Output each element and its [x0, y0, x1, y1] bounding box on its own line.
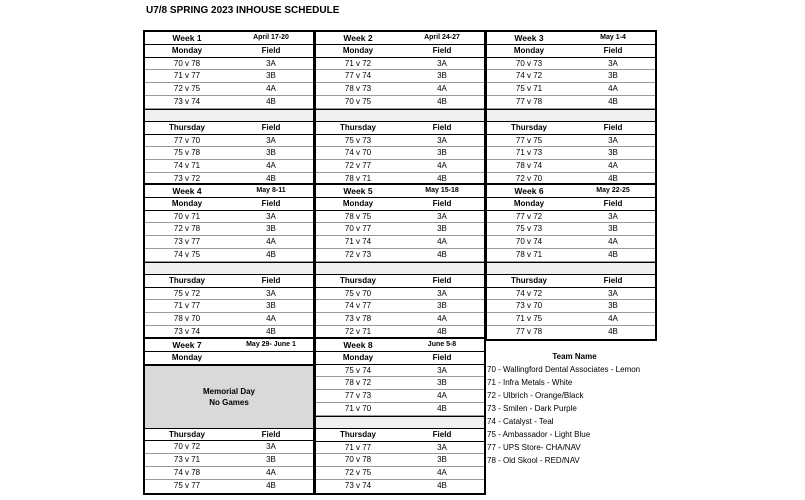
table-row [487, 58, 655, 71]
field: 4B [608, 326, 618, 336]
matchup: 72 v 75 [344, 468, 372, 478]
day-label: Thursday [168, 275, 205, 285]
table-row [316, 249, 484, 262]
day-label: Monday [513, 198, 545, 208]
legend-item: 72 - Ulbrich - Orange/Black [487, 391, 584, 400]
matchup: 78 v 75 [344, 211, 372, 221]
team-legend [487, 350, 662, 467]
matchup: 78 v 73 [344, 84, 372, 94]
holiday-notice [145, 365, 313, 429]
legend-item: 75 - Ambassador - Light Blue [487, 430, 591, 439]
table-row [316, 390, 484, 403]
week-label: Week 6 [514, 186, 544, 196]
field: 3B [608, 71, 618, 81]
week-dates: April 24-27 [424, 34, 460, 41]
week-dates: May 8-11 [256, 187, 286, 194]
matchup: 75 v 74 [344, 365, 372, 375]
matchup: 72 v 78 [173, 224, 201, 234]
field: 4A [437, 161, 447, 171]
matchup: 77 v 70 [173, 135, 201, 145]
matchup: 74 v 70 [344, 148, 372, 158]
table-row [316, 223, 484, 236]
legend-item: 71 - Infra Metals - White [487, 378, 573, 387]
field: 3A [266, 58, 276, 68]
spacer-row [145, 109, 313, 122]
day-label: Thursday [168, 429, 205, 439]
field: 3A [266, 442, 276, 452]
field: 3B [266, 224, 276, 234]
matchup: 73 v 74 [173, 326, 201, 336]
table-row [487, 326, 655, 339]
matchup: 77 v 78 [515, 96, 543, 106]
table-row [145, 275, 313, 288]
day-label: Thursday [339, 275, 376, 285]
week-label: Week 1 [172, 33, 202, 43]
field-header: Field [603, 122, 623, 132]
matchup: 71 v 72 [344, 58, 372, 68]
week-dates: May 1-4 [600, 34, 626, 41]
matchup: 70 v 72 [173, 442, 201, 452]
spacer-row [316, 262, 484, 275]
field: 4B [437, 249, 447, 259]
field: 4B [608, 249, 618, 259]
week-block [314, 30, 486, 188]
day-label: Thursday [339, 429, 376, 439]
field: 3B [437, 148, 447, 158]
field-header: Field [603, 198, 623, 208]
field: 3B [437, 455, 447, 465]
day-label: Thursday [510, 122, 547, 132]
matchup: 72 v 75 [173, 84, 201, 94]
table-row [487, 83, 655, 96]
table-row [487, 45, 655, 58]
field: 4B [437, 326, 447, 336]
day-label: Monday [342, 352, 374, 362]
matchup: 70 v 74 [515, 237, 543, 247]
table-row [145, 429, 313, 442]
legend-item: 78 - Old Skool - RED/NAV [487, 456, 580, 465]
field-header: Field [261, 429, 281, 439]
field: 4A [266, 467, 276, 477]
spacer-row [487, 109, 655, 122]
matchup: 70 v 78 [344, 455, 372, 465]
field: 4B [608, 173, 618, 183]
field-header: Field [432, 198, 452, 208]
field-header: Field [603, 275, 623, 285]
week-block [314, 337, 486, 495]
table-row [487, 147, 655, 160]
table-row [487, 211, 655, 224]
field: 4B [437, 96, 447, 106]
table-row [145, 211, 313, 224]
field-header: Field [261, 122, 281, 132]
field: 4A [266, 161, 276, 171]
field: 3A [437, 58, 447, 68]
table-row [145, 313, 313, 326]
week-dates: May 29- June 1 [246, 341, 296, 348]
field: 4B [266, 96, 276, 106]
table-row [145, 45, 313, 58]
table-row [487, 249, 655, 262]
table-row [145, 147, 313, 160]
table-row [145, 249, 313, 262]
table-row [145, 32, 313, 45]
week-dates: June 5-8 [427, 341, 457, 348]
field: 3B [437, 378, 447, 388]
week-dates: April 17-20 [253, 34, 289, 41]
spacer-row [316, 109, 484, 122]
matchup: 75 v 72 [173, 288, 201, 298]
week-dates: May 22-25 [596, 187, 630, 194]
field: 3B [266, 301, 276, 311]
field: 4A [608, 237, 618, 247]
matchup: 71 v 73 [515, 148, 543, 158]
field: 4A [266, 237, 276, 247]
field: 3A [437, 365, 447, 375]
field-header: Field [432, 45, 452, 55]
table-row [487, 32, 655, 45]
legend-list [487, 363, 662, 467]
matchup: 75 v 71 [515, 84, 543, 94]
matchup: 77 v 74 [344, 71, 372, 81]
matchup: 71 v 77 [173, 71, 201, 81]
table-row [145, 58, 313, 71]
field: 3A [608, 288, 618, 298]
field: 4B [437, 173, 447, 183]
week-label: Week 7 [172, 340, 202, 350]
field-header: Field [432, 275, 452, 285]
day-label: Monday [342, 198, 374, 208]
field-header: Field [432, 429, 452, 439]
matchup: 73 v 71 [173, 455, 201, 465]
table-row [316, 70, 484, 83]
table-row [487, 300, 655, 313]
matchup: 73 v 78 [344, 314, 372, 324]
field: 4A [608, 161, 618, 171]
table-row [316, 211, 484, 224]
field: 4A [437, 468, 447, 478]
table-row [145, 339, 313, 352]
table-row [487, 275, 655, 288]
matchup: 77 v 72 [515, 211, 543, 221]
matchup: 75 v 70 [344, 288, 372, 298]
table-row [316, 467, 484, 480]
field: 4B [608, 96, 618, 106]
spacer-row [316, 416, 484, 429]
matchup: 75 v 78 [173, 148, 201, 158]
matchup: 73 v 70 [515, 301, 543, 311]
table-row [487, 313, 655, 326]
week-label: Week 3 [514, 33, 544, 43]
table-row [316, 160, 484, 173]
table-row [316, 275, 484, 288]
table-row [316, 480, 484, 493]
table-row [316, 300, 484, 313]
field: 4B [266, 173, 276, 183]
field: 3A [266, 135, 276, 145]
week-block [143, 337, 315, 495]
matchup: 77 v 73 [344, 391, 372, 401]
field: 4B [266, 480, 276, 490]
field: 4A [608, 314, 618, 324]
matchup: 73 v 74 [344, 480, 372, 490]
matchup: 74 v 78 [173, 467, 201, 477]
field: 3B [608, 301, 618, 311]
field: 3B [608, 224, 618, 234]
field-header: Field [603, 45, 623, 55]
table-row [145, 223, 313, 236]
matchup: 73 v 74 [173, 96, 201, 106]
table-row [316, 288, 484, 301]
matchup: 75 v 73 [344, 135, 372, 145]
matchup: 71 v 75 [515, 314, 543, 324]
week-block [485, 30, 657, 188]
table-row [145, 300, 313, 313]
matchup: 70 v 75 [344, 96, 372, 106]
table-row [316, 403, 484, 416]
matchup: 77 v 75 [515, 135, 543, 145]
table-row [316, 135, 484, 148]
table-row [487, 223, 655, 236]
field: 4A [266, 314, 276, 324]
field: 3A [608, 211, 618, 221]
table-row [145, 135, 313, 148]
field: 3A [608, 58, 618, 68]
matchup: 78 v 71 [344, 173, 372, 183]
field: 3B [437, 71, 447, 81]
matchup: 78 v 70 [173, 314, 201, 324]
table-row [145, 83, 313, 96]
field-header: Field [261, 45, 281, 55]
holiday-text: No Games [209, 397, 249, 407]
field-header [229, 352, 313, 364]
field: 4B [437, 403, 447, 413]
matchup: 74 v 75 [173, 249, 201, 259]
table-row [487, 288, 655, 301]
matchup: 75 v 77 [173, 480, 201, 490]
table-row [145, 441, 313, 454]
matchup: 74 v 77 [344, 301, 372, 311]
day-label: Thursday [339, 122, 376, 132]
field: 3A [437, 442, 447, 452]
field: 3B [266, 148, 276, 158]
matchup: 75 v 73 [515, 224, 543, 234]
week-block [143, 30, 315, 188]
table-row [316, 442, 484, 455]
day-label: Monday [513, 45, 545, 55]
matchup: 78 v 71 [515, 249, 543, 259]
week-block [485, 183, 657, 341]
field: 3A [266, 288, 276, 298]
table-row [487, 70, 655, 83]
day-label: Monday [171, 198, 203, 208]
matchup: 71 v 77 [173, 301, 201, 311]
table-row [316, 377, 484, 390]
field: 3B [266, 455, 276, 465]
week-label: Week 8 [343, 340, 373, 350]
week-label: Week 5 [343, 186, 373, 196]
table-row [316, 339, 484, 352]
spacer-row [487, 262, 655, 275]
legend-title: Team Name [552, 352, 597, 361]
table-row [145, 96, 313, 109]
matchup: 78 v 74 [515, 161, 543, 171]
field: 3A [437, 211, 447, 221]
week-label: Week 2 [343, 33, 373, 43]
table-row [316, 313, 484, 326]
field-header: Field [261, 198, 281, 208]
table-row [487, 122, 655, 135]
table-row [487, 96, 655, 109]
table-row [316, 352, 484, 365]
day-label: Monday [342, 45, 374, 55]
field: 3A [608, 135, 618, 145]
table-row [316, 122, 484, 135]
holiday-text: Memorial Day [202, 386, 256, 396]
day-label: Monday [171, 352, 203, 362]
table-row [487, 198, 655, 211]
table-row [316, 83, 484, 96]
legend-item: 74 - Catalyst - Teal [487, 417, 554, 426]
matchup: 78 v 72 [344, 378, 372, 388]
table-row [145, 480, 313, 493]
table-row [316, 45, 484, 58]
table-row [316, 58, 484, 71]
field: 3A [266, 211, 276, 221]
week-dates: May 15-18 [425, 187, 459, 194]
field: 4B [266, 326, 276, 336]
matchup: 74 v 72 [515, 288, 543, 298]
field: 3B [608, 148, 618, 158]
table-row [316, 429, 484, 442]
week-block [314, 183, 486, 341]
matchup: 70 v 71 [173, 211, 201, 221]
table-row [145, 352, 313, 365]
matchup: 74 v 72 [515, 71, 543, 81]
matchup: 72 v 71 [344, 326, 372, 336]
table-row [145, 122, 313, 135]
field: 3B [266, 71, 276, 81]
table-row [145, 454, 313, 467]
table-row [145, 467, 313, 480]
field: 4A [437, 237, 447, 247]
field: 3B [437, 224, 447, 234]
table-row [145, 185, 313, 198]
table-row [316, 198, 484, 211]
matchup: 71 v 70 [344, 403, 372, 413]
matchup: 73 v 72 [173, 173, 201, 183]
field: 4B [266, 249, 276, 259]
matchup: 72 v 77 [344, 161, 372, 171]
matchup: 72 v 70 [515, 173, 543, 183]
matchup: 72 v 73 [344, 249, 372, 259]
table-row [316, 365, 484, 378]
table-row [487, 160, 655, 173]
table-row [316, 236, 484, 249]
field: 4A [437, 84, 447, 94]
field: 4A [437, 391, 447, 401]
matchup: 70 v 77 [344, 224, 372, 234]
table-row [316, 32, 484, 45]
table-row [145, 236, 313, 249]
field-header: Field [432, 352, 452, 362]
matchup: 73 v 77 [173, 237, 201, 247]
day-label: Thursday [510, 275, 547, 285]
legend-item: 73 - Smilen - Dark Purple [487, 404, 577, 413]
legend-item: 70 - Wallingford Dental Associates - Lemon [487, 365, 641, 374]
table-row [316, 96, 484, 109]
table-row [316, 185, 484, 198]
table-row [145, 70, 313, 83]
day-label: Monday [171, 45, 203, 55]
page-title: U7/8 SPRING 2023 INHOUSE SCHEDULE [146, 5, 340, 16]
field-header: Field [432, 122, 452, 132]
table-row [487, 135, 655, 148]
matchup: 70 v 73 [515, 58, 543, 68]
matchup: 70 v 78 [173, 58, 201, 68]
matchup: 77 v 78 [515, 326, 543, 336]
week-label: Week 4 [172, 186, 202, 196]
field: 4A [608, 84, 618, 94]
week-block [143, 183, 315, 341]
field: 4A [266, 84, 276, 94]
table-row [145, 288, 313, 301]
legend-item: 77 - UPS Store- CHA/NAV [487, 443, 581, 452]
field: 3A [437, 288, 447, 298]
day-label: Thursday [168, 122, 205, 132]
matchup: 74 v 71 [173, 161, 201, 171]
field: 3B [437, 301, 447, 311]
table-row [487, 236, 655, 249]
matchup: 71 v 74 [344, 237, 372, 247]
table-row [145, 198, 313, 211]
table-row [487, 185, 655, 198]
field: 4B [437, 480, 447, 490]
matchup: 71 v 77 [344, 442, 372, 452]
field: 3A [437, 135, 447, 145]
spacer-row [145, 262, 313, 275]
table-row [316, 454, 484, 467]
table-row [145, 160, 313, 173]
table-row [316, 147, 484, 160]
field: 4A [437, 314, 447, 324]
field-header: Field [261, 275, 281, 285]
